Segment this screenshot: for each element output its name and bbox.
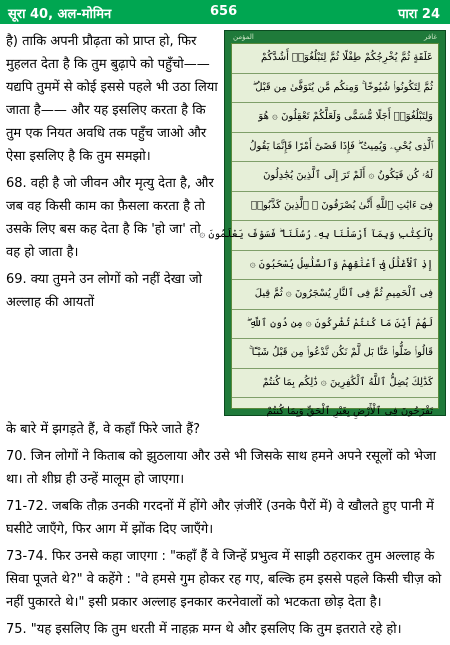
panel-label-right: غافر <box>423 33 437 41</box>
paragraph: 70. जिन लोगों ने किताब को झुठलाया और उसे भी जिसके साथ हमने अपने रसूलों को भेजा था। तो शीघ्र ही उन्हें मालूम हो जाएगा। <box>6 449 436 487</box>
arabic-panel <box>199 30 446 417</box>
translation-column <box>6 30 218 318</box>
arabic-text-box <box>199 43 439 417</box>
arabic-line: وَلِتَبْلُغُوٓا۟ أَجَلًا مُّسَمًّى وَلَعَلَّكُمْ تَعْقِلُونَ ۞ هُوَ <box>232 103 438 133</box>
arabic-line: لَهُۥ كُن فَيَكُونُ ۞ أَلَمْ تَرَ إِلَى ٱلَّذِينَ يُجَٰدِلُونَ <box>232 162 438 192</box>
arabic-line: إِذِ ٱلْأَغْلَٰلُ فِىٓ أَعْنَٰقِهِمْ وَٱلسَّلَٰسِلُ يُسْحَبُونَ ۞ <box>232 251 438 281</box>
paragraph: है) ताकि अपनी प्रौढ़ता को प्राप्त हो, फिर मुहलत देता है कि तुम बुढ़ापे को पहुँचो—— यद्यपि तुममें से कोई इससे पहले भी उठा लिया जाता है—— और यह इसलिए करता है कि तुम एक नियत अवधि तक पहुँच जाओ और ऐसा इसलिए है कि तुम समझो। <box>6 34 218 164</box>
arabic-line: تَفْرَحُونَ فِى ٱلْأَرْضِ بِغَيْرِ ٱلْحَقِّ وَبِمَا كُنتُمْ <box>266 406 433 417</box>
arabic-line: لَهُمْ أَيْنَ مَا كُنتُمْ تُشْرِكُونَ ۞ مِن دُونِ ٱللَّهِ ۖ <box>232 310 438 340</box>
paragraph: 75. "यह इसलिए कि तुम धरती में नाहक़ मग्न थे और इसलिए कि तुम इतराते रहे हो। <box>6 622 402 637</box>
paragraph: 71-72. जबकि तौक़ उनकी गरदनों में होंगे और ज़ंजीरें (उनके पैरों में) वे खौलते हुए पानी में घसीटे जाएँगे, फिर आग में झोंक दिए जाएँगे। <box>6 499 434 537</box>
para-label: पारा 24 <box>397 7 440 22</box>
paragraph: 69. क्या तुमने उन लोगों को नहीं देखा जो अल्लाह की आयतों <box>6 272 202 310</box>
arabic-line: بِٱلْكِتَٰبِ وَبِمَآ أَرْسَلْنَا بِهِۦ رُسُلَنَا ۖ فَسَوْفَ يَعْلَمُونَ ۞ <box>232 221 438 251</box>
arabic-line: كَذَٰلِكَ يُضِلُّ ٱللَّهُ ٱلْكَٰفِرِينَ ۞ ذَٰلِكُم بِمَا كُنتُمْ <box>232 369 438 399</box>
paragraph: 73-74. फिर उनसे कहा जाएगा : "कहाँ हैं वे जिन्हें प्रभुत्व में साझी ठहराकर तुम अल्लाह के सिवा पूजते थे?" वे कहेंगे : "वे हमसे गुम होकर रह गए, बल्कि हम इससे पहले किसी चीज़ को नहीं पुकारते थे।" इसी प्रकार अल्लाह इनकार करनेवालों को भटकता छोड़ देता है। <box>6 549 442 610</box>
panel-label-left: المؤمن <box>233 33 254 41</box>
top-section <box>0 24 450 418</box>
paragraph: के बारे में झगड़ते हैं, वे कहाँ फिरे जाते हैं? <box>6 422 201 437</box>
arabic-line: ثُمَّ لِتَكُونُوا۟ شُيُوخًا ۚ وَمِنكُم مَّن يُتَوَفَّىٰ مِن قَبْلُ ۖ <box>232 74 438 104</box>
full-width-text <box>6 418 444 645</box>
paragraph: 68. वही है जो जीवन और मृत्यु देता है, और जब वह किसी काम का फ़ैसला करता है तो उसके लिए बस कह देता है कि 'हो जा' तो वह हो जाता है। <box>6 176 214 260</box>
page-number: 656 <box>210 4 238 19</box>
arabic-line: فِىٓ ءَايَٰتِ ٱللَّهِ أَنَّىٰ يُصْرَفُونَ ۞ ٱلَّذِينَ كَذَّبُوا۟ <box>232 192 438 222</box>
surah-title: सूरा 40, अल-मोमिन <box>8 7 112 22</box>
arabic-line: فِى ٱلْحَمِيمِ ثُمَّ فِى ٱلنَّارِ يُسْجَرُونَ ۞ ثُمَّ قِيلَ <box>232 280 438 310</box>
arabic-line: ٱلَّذِى يُحْىِۦ وَيُمِيتُ ۖ فَإِذَا قَضَىٰٓ أَمْرًا فَإِنَّمَا يَقُولُ <box>232 133 438 163</box>
page-header <box>0 0 450 24</box>
arabic-lines <box>199 44 438 427</box>
arabic-line: قَالُوا۟ ضَلُّوا۟ عَنَّا بَل لَّمْ نَكُن نَّدْعُوا۟ مِن قَبْلُ شَيْـًٔا ۚ <box>232 339 438 369</box>
arabic-line: عَلَقَةٍ ثُمَّ يُخْرِجُكُمْ طِفْلًا ثُمَّ لِتَبْلُغُوٓا۟ أَشُدَّكُمْ <box>232 44 438 74</box>
